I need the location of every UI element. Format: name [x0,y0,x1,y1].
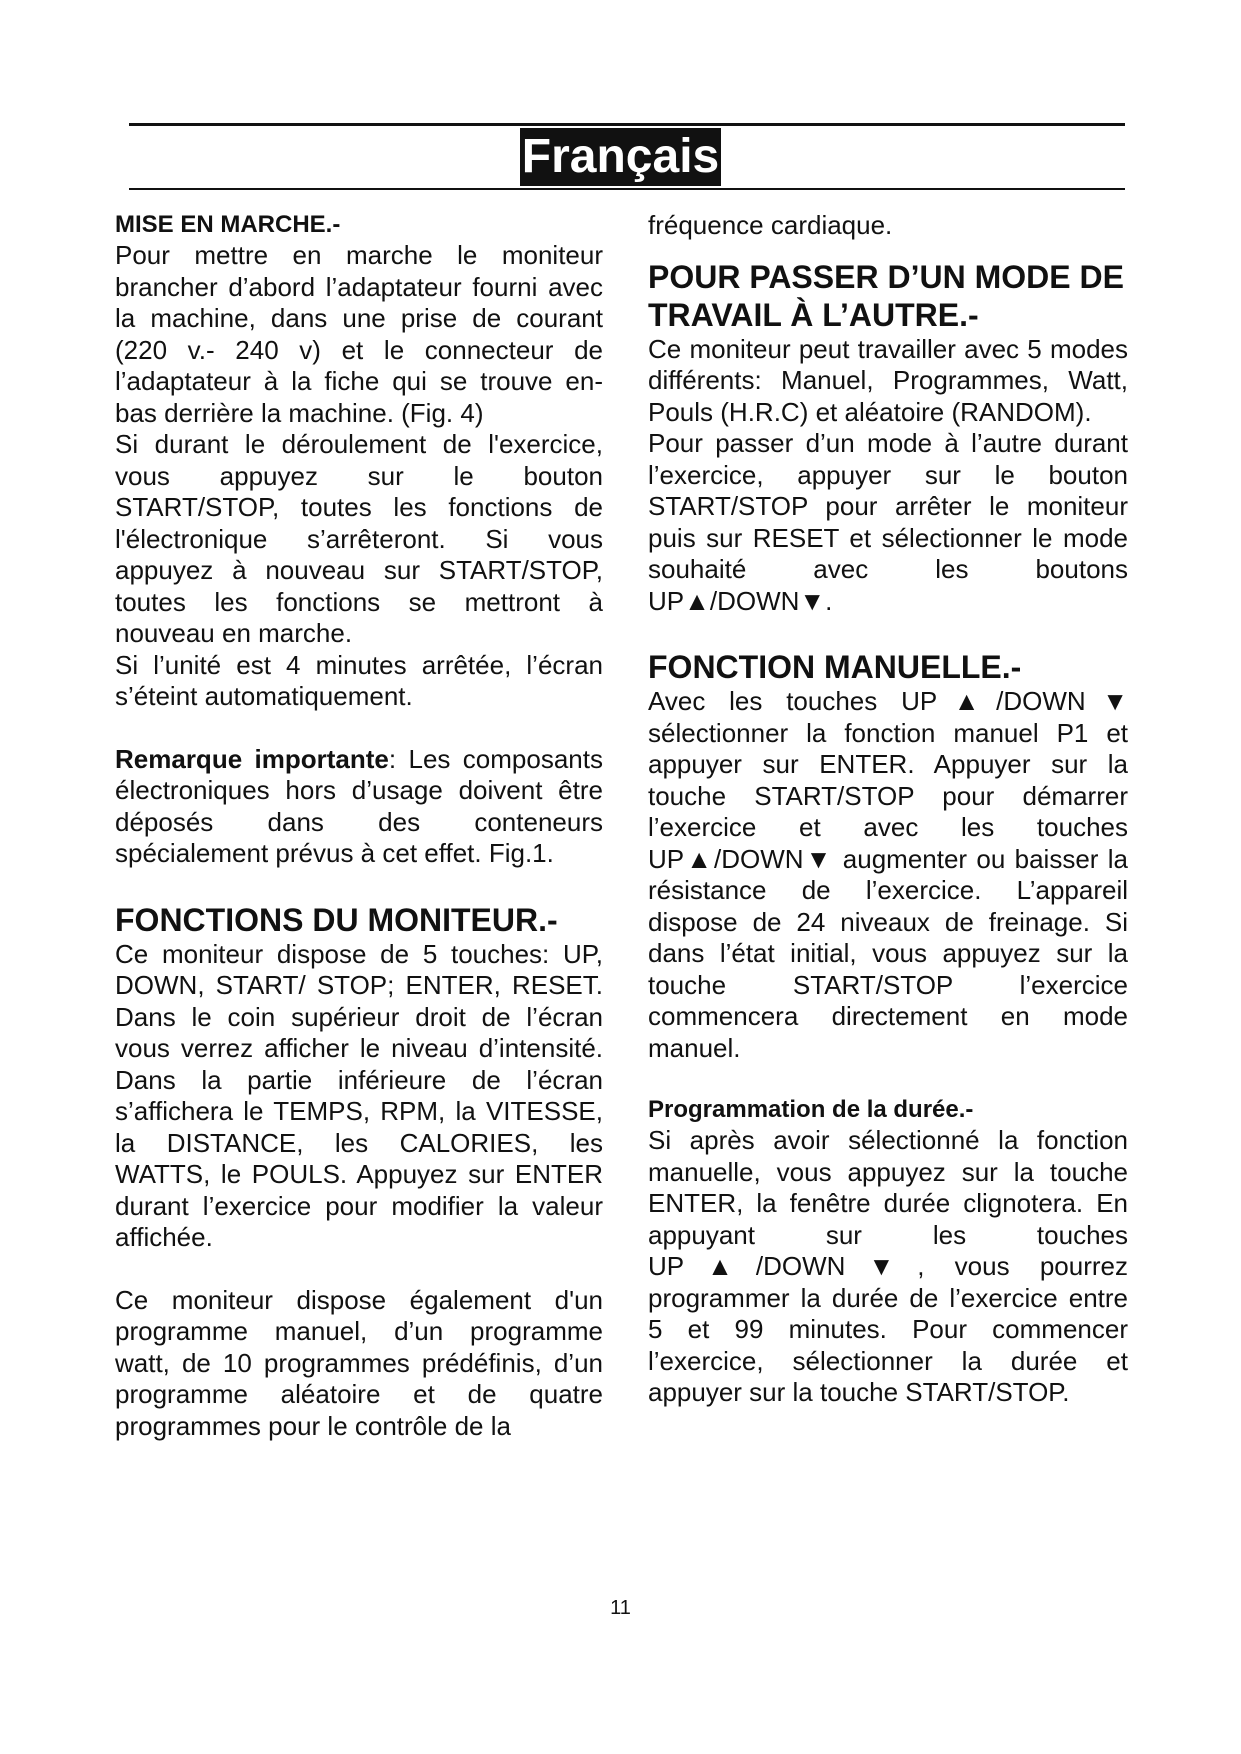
remarque-paragraph [115,744,603,870]
header-rule-top [129,123,1125,126]
paragraph: Si l’unité est 4 minutes arrêtée, l’écran s’éteint automatiquement. [115,649,603,711]
language-title [0,128,1241,186]
paragraph: Si après avoir sélectionné la fonction manuelle, vous appuyez sur la touche ENTER, la fenêtre durée clignotera. En appuyant sur les touches UP▲/DOWN▼, vous pourrez programmer la durée de l’exercice entre 5 et 99 minutes. Pour commencer l’exercice, sélectionner la durée et appuyer sur la touche START/STOP. [648,1125,1128,1407]
section-heading-fonctions-moniteur: FONCTIONS DU MONITEUR.- [115,901,558,938]
left-column [115,210,603,1442]
paragraph-continuation: fréquence cardiaque. [648,210,893,240]
remarque-label: Remarque importante [115,743,389,774]
page-number: 11 [610,1597,631,1619]
paragraph: Avec les touches UP▲/DOWN▼ sélectionner la fonction manuel P1 et appuyer sur ENTER. Appuyer sur la touche START/STOP pour démarrer l’exercice et avec les touches UP▲/DOWN▼ augmenter ou baisser la résistance de l’exercice. L’appareil dispose de 24 niveaux de freinage. Si dans l’état initial, vous appuyez sur la touche START/STOP l’exercice commencera directement en mode manuel. [648,686,1128,1063]
right-column [648,210,1128,1409]
section-heading-programmation-duree: Programmation de la durée.- [648,1096,974,1123]
paragraph: Pour mettre en marche le moniteur brancher d’abord l’adaptateur fourni avec la machine, dans une prise de courant (220 v.- 240 v) et le connecteur de l’adaptateur à la fiche qui se trouve en-bas derrière la machine. (Fig. 4) [115,240,603,428]
header-rule-bottom [129,188,1125,190]
paragraph: Ce moniteur dispose de 5 touches: UP, DOWN, START/ STOP; ENTER, RESET. Dans le coin supérieur droit de l’écran vous verrez afficher le niveau d’intensité. Dans la partie inférieure de l’écran s’affichera le TEMPS, RPM, la VITESSE, la DISTANCE, les CALORIES, les WATTS, le POULS. Appuyez sur ENTER durant l’exercice pour modifier la valeur affichée. [115,938,603,1252]
language-title-text: Français [520,128,721,186]
paragraph: Ce moniteur peut travailler avec 5 modes différents: Manuel, Programmes, Watt, Pouls (H.R.C) et aléatoire (RANDOM). [648,333,1128,427]
section-heading-passer-mode: POUR PASSER D’UN MODE DE TRAVAIL À L’AUTRE.- [648,258,1124,333]
section-heading-fonction-manuelle: FONCTION MANUELLE.- [648,649,1022,685]
remarque-text: : Les composants électroniques hors d’usage doivent être déposés dans des conteneurs spécialement prévus à cet effet. Fig.1. [115,743,603,868]
paragraph: Si durant le déroulement de l'exercice, vous appuyez sur le bouton START/STOP, toutes les fonctions de l'électronique s’arrêteront. Si vous appuyez à nouveau sur START/STOP, toutes les fonctions se mettront à nouveau en marche. [115,429,603,648]
section-heading-mise-en-marche: MISE EN MARCHE.- [115,211,341,238]
paragraph: Pour passer d’un mode à l’autre durant l’exercice, appuyer sur le bouton START/STOP pour arrêter le moniteur puis sur RESET et sélectionner le mode souhaité avec les boutons UP▲/DOWN▼. [648,428,1128,616]
paragraph: Ce moniteur dispose également d'un programme manuel, d’un programme watt, de 10 programmes prédéfinis, d’un programme aléatoire et de quatre programmes pour le contrôle de la [115,1284,603,1441]
